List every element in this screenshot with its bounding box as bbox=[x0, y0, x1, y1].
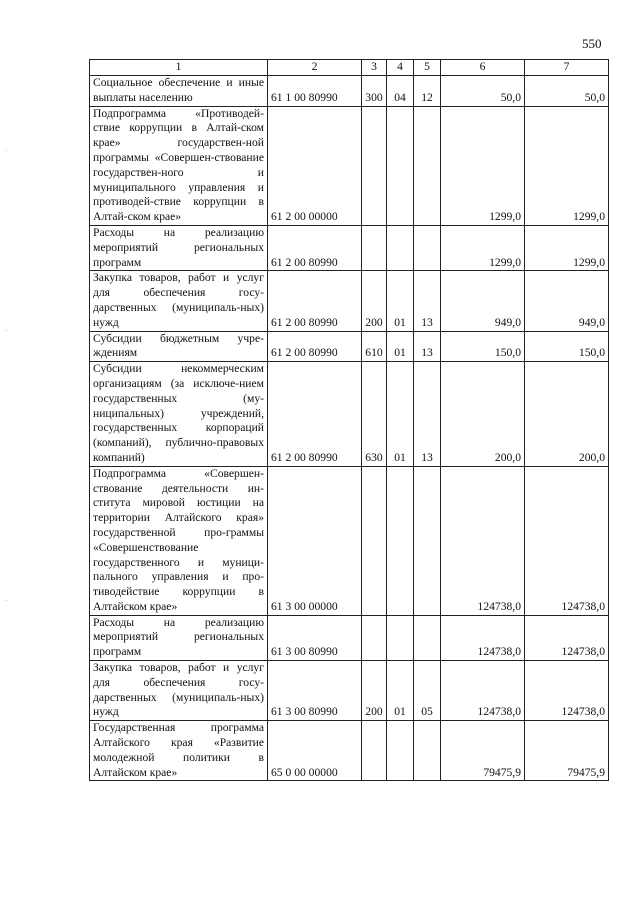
row-code: 61 3 00 00000 bbox=[268, 466, 362, 615]
row-name: Закупка товаров, работ и услуг для обеспечения госу-дарственных (муниципаль-ных) нужд bbox=[90, 661, 268, 721]
row-name: Расходы на реализацию мероприятий региональных программ bbox=[90, 615, 268, 660]
row-col-3: 200 bbox=[362, 661, 387, 721]
row-col-4: 01 bbox=[387, 271, 414, 331]
table-row bbox=[90, 721, 609, 781]
row-col-6: 1299,0 bbox=[441, 106, 525, 225]
row-col-4: 04 bbox=[387, 76, 414, 107]
row-col-6: 124738,0 bbox=[441, 661, 525, 721]
row-col-3 bbox=[362, 615, 387, 660]
row-code: 65 0 00 00000 bbox=[268, 721, 362, 781]
header-row bbox=[90, 60, 609, 76]
row-col-4: 01 bbox=[387, 331, 414, 362]
header-col-4: 4 bbox=[387, 60, 414, 76]
row-col-3: 610 bbox=[362, 331, 387, 362]
row-code: 61 2 00 80990 bbox=[268, 331, 362, 362]
table-row bbox=[90, 615, 609, 660]
header-col-2: 2 bbox=[268, 60, 362, 76]
row-col-6: 124738,0 bbox=[441, 466, 525, 615]
row-col-3 bbox=[362, 225, 387, 270]
row-col-5 bbox=[414, 466, 441, 615]
table-row bbox=[90, 331, 609, 362]
header-col-1: 1 bbox=[90, 60, 268, 76]
header-col-6: 6 bbox=[441, 60, 525, 76]
row-col-5: 13 bbox=[414, 271, 441, 331]
row-col-6: 50,0 bbox=[441, 76, 525, 107]
scan-edge-mark bbox=[6, 150, 7, 151]
table-row bbox=[90, 661, 609, 721]
row-col-5: 13 bbox=[414, 331, 441, 362]
table-row bbox=[90, 362, 609, 467]
row-col-4: 01 bbox=[387, 661, 414, 721]
row-col-5 bbox=[414, 615, 441, 660]
row-code: 61 3 00 80990 bbox=[268, 615, 362, 660]
header-col-3: 3 bbox=[362, 60, 387, 76]
row-name: Расходы на реализацию мероприятий региональных программ bbox=[90, 225, 268, 270]
row-name: Подпрограмма «Совершен-ствование деятельности ин-ститута мировой юстиции на территории Алтайского края» государственной про-граммы «Совершенствование государственного и муници-пального управления и про-тиводействие коррупции в Алтайском крае» bbox=[90, 466, 268, 615]
table-row bbox=[90, 271, 609, 331]
row-col-3 bbox=[362, 466, 387, 615]
row-col-3: 630 bbox=[362, 362, 387, 467]
scan-edge-mark bbox=[6, 600, 7, 601]
row-col-7: 79475,9 bbox=[525, 721, 609, 781]
row-col-6: 949,0 bbox=[441, 271, 525, 331]
row-name: Субсидии некоммерческим организациям (за исключе-нием государственных (му-ниципальных) учреждений, государственных корпораций (компаний), публично-правовых компаний) bbox=[90, 362, 268, 467]
row-name: Субсидии бюджетным учре-ждениям bbox=[90, 331, 268, 362]
row-col-6: 1299,0 bbox=[441, 225, 525, 270]
row-col-4: 01 bbox=[387, 362, 414, 467]
row-code: 61 2 00 80990 bbox=[268, 225, 362, 270]
header-col-7: 7 bbox=[525, 60, 609, 76]
header-col-5: 5 bbox=[414, 60, 441, 76]
row-name: Социальное обеспечение и иные выплаты населению bbox=[90, 76, 268, 107]
table-row bbox=[90, 76, 609, 107]
row-col-3: 300 bbox=[362, 76, 387, 107]
row-col-7: 124738,0 bbox=[525, 615, 609, 660]
row-col-7: 150,0 bbox=[525, 331, 609, 362]
row-col-7: 124738,0 bbox=[525, 466, 609, 615]
row-code: 61 3 00 80990 bbox=[268, 661, 362, 721]
row-col-6: 124738,0 bbox=[441, 615, 525, 660]
row-col-6: 150,0 bbox=[441, 331, 525, 362]
table-row bbox=[90, 106, 609, 225]
row-code: 61 2 00 00000 bbox=[268, 106, 362, 225]
row-col-5: 05 bbox=[414, 661, 441, 721]
row-col-4 bbox=[387, 721, 414, 781]
row-col-4 bbox=[387, 106, 414, 225]
row-code: 61 1 00 80990 bbox=[268, 76, 362, 107]
row-col-6: 200,0 bbox=[441, 362, 525, 467]
scan-edge-mark bbox=[6, 330, 7, 331]
row-col-7: 50,0 bbox=[525, 76, 609, 107]
row-col-6: 79475,9 bbox=[441, 721, 525, 781]
row-col-4 bbox=[387, 615, 414, 660]
table-row bbox=[90, 466, 609, 615]
row-code: 61 2 00 80990 bbox=[268, 271, 362, 331]
row-col-5: 12 bbox=[414, 76, 441, 107]
row-col-5: 13 bbox=[414, 362, 441, 467]
row-name: Подпрограмма «Противодей-ствие коррупции в Алтай-ском крае» государствен-ной программы «Совершен-ствование государствен-ного и муниципального управления и противодей-ствие коррупции в Алтай-ском крае» bbox=[90, 106, 268, 225]
row-code: 61 2 00 80990 bbox=[268, 362, 362, 467]
row-col-3 bbox=[362, 721, 387, 781]
budget-table bbox=[89, 59, 609, 781]
page-number: 550 bbox=[582, 36, 602, 51]
row-col-5 bbox=[414, 106, 441, 225]
row-col-7: 949,0 bbox=[525, 271, 609, 331]
row-name: Закупка товаров, работ и услуг для обеспечения госу-дарственных (муниципаль-ных) нужд bbox=[90, 271, 268, 331]
row-name: Государственная программа Алтайского края «Развитие молодежной политики в Алтайском крае» bbox=[90, 721, 268, 781]
row-col-7: 1299,0 bbox=[525, 225, 609, 270]
table-row bbox=[90, 225, 609, 270]
row-col-7: 200,0 bbox=[525, 362, 609, 467]
row-col-7: 124738,0 bbox=[525, 661, 609, 721]
row-col-4 bbox=[387, 466, 414, 615]
row-col-7: 1299,0 bbox=[525, 106, 609, 225]
row-col-3: 200 bbox=[362, 271, 387, 331]
row-col-3 bbox=[362, 106, 387, 225]
row-col-4 bbox=[387, 225, 414, 270]
row-col-5 bbox=[414, 721, 441, 781]
row-col-5 bbox=[414, 225, 441, 270]
